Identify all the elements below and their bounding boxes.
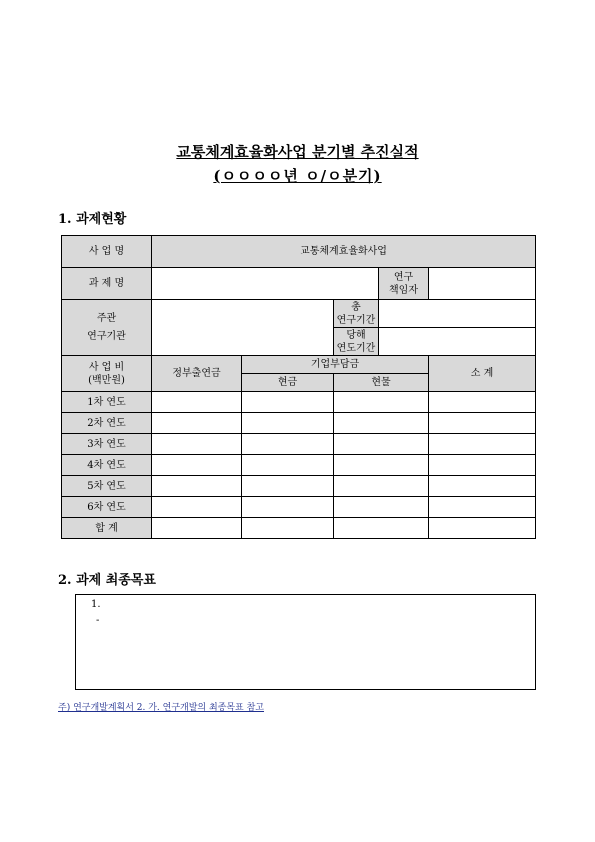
- gov-fund-cell[interactable]: [152, 392, 242, 413]
- gov-fund-total-cell[interactable]: [152, 518, 242, 539]
- subtotal-cell[interactable]: [429, 455, 536, 476]
- total-period-label: 총 연구기간: [334, 300, 379, 328]
- subtotal-label: 소 계: [429, 356, 536, 392]
- inkind-cell[interactable]: [334, 413, 429, 434]
- footnote: 주) 연구개발계획서 2. 가. 연구개발의 최종목표 참고: [58, 703, 265, 713]
- year-label: 2차 연도: [62, 413, 152, 434]
- year-label: 5차 연도: [62, 476, 152, 497]
- business-name-label: 사 업 명: [62, 236, 152, 268]
- inkind-total-cell[interactable]: [334, 518, 429, 539]
- gov-fund-label: 정부출연금: [152, 356, 242, 392]
- year-label: 3차 연도: [62, 434, 152, 455]
- researcher-cell[interactable]: [429, 268, 536, 300]
- cash-cell[interactable]: [242, 455, 334, 476]
- document-title: 교통체계효율화사업 분기별 추진실적: [176, 143, 419, 161]
- subtotal-cell[interactable]: [429, 476, 536, 497]
- org-cell[interactable]: [152, 300, 334, 356]
- year-period-cell[interactable]: [379, 328, 536, 356]
- year-label: 1차 연도: [62, 392, 152, 413]
- cash-total-cell[interactable]: [242, 518, 334, 539]
- subtotal-total-cell[interactable]: [429, 518, 536, 539]
- budget-label: 사 업 비 (백만원): [62, 356, 152, 392]
- section-heading-status: 1. 과제현황: [58, 212, 127, 227]
- cash-cell[interactable]: [242, 476, 334, 497]
- researcher-label: 연구 책임자: [379, 268, 429, 300]
- year-label: 4차 연도: [62, 455, 152, 476]
- org-label: 주관 연구기관: [62, 300, 152, 356]
- document-subtitle: (ㅇㅇㅇㅇ년 ㅇ/ㅇ분기): [213, 167, 382, 185]
- total-label: 합 계: [62, 518, 152, 539]
- project-name-cell[interactable]: [152, 268, 379, 300]
- inkind-cell[interactable]: [334, 392, 429, 413]
- inkind-cell[interactable]: [334, 497, 429, 518]
- inkind-cell[interactable]: [334, 434, 429, 455]
- gov-fund-cell[interactable]: [152, 476, 242, 497]
- cash-cell[interactable]: [242, 392, 334, 413]
- inkind-cell[interactable]: [334, 455, 429, 476]
- cash-label: 현금: [242, 374, 334, 392]
- inkind-label: 현물: [334, 374, 429, 392]
- subtotal-cell[interactable]: [429, 434, 536, 455]
- subtotal-cell[interactable]: [429, 413, 536, 434]
- subtotal-cell[interactable]: [429, 392, 536, 413]
- gov-fund-cell[interactable]: [152, 434, 242, 455]
- cash-cell[interactable]: [242, 434, 334, 455]
- gov-fund-cell[interactable]: [152, 497, 242, 518]
- inkind-cell[interactable]: [334, 476, 429, 497]
- goal-item-dash: -: [96, 615, 100, 626]
- project-name-label: 과 제 명: [62, 268, 152, 300]
- year-label: 6차 연도: [62, 497, 152, 518]
- project-status-table: [61, 235, 536, 539]
- total-period-cell[interactable]: [379, 300, 536, 328]
- cash-cell[interactable]: [242, 497, 334, 518]
- business-name-value: 교통체계효율화사업: [152, 236, 536, 268]
- subtotal-cell[interactable]: [429, 497, 536, 518]
- cash-cell[interactable]: [242, 413, 334, 434]
- gov-fund-cell[interactable]: [152, 455, 242, 476]
- section-heading-goal: 2. 과제 최종목표: [58, 573, 156, 588]
- gov-fund-cell[interactable]: [152, 413, 242, 434]
- goal-item-number: 1.: [91, 599, 101, 610]
- corp-share-label: 기업부담금: [242, 356, 429, 374]
- year-period-label: 당해 연도기간: [334, 328, 379, 356]
- final-goal-box[interactable]: [75, 594, 536, 690]
